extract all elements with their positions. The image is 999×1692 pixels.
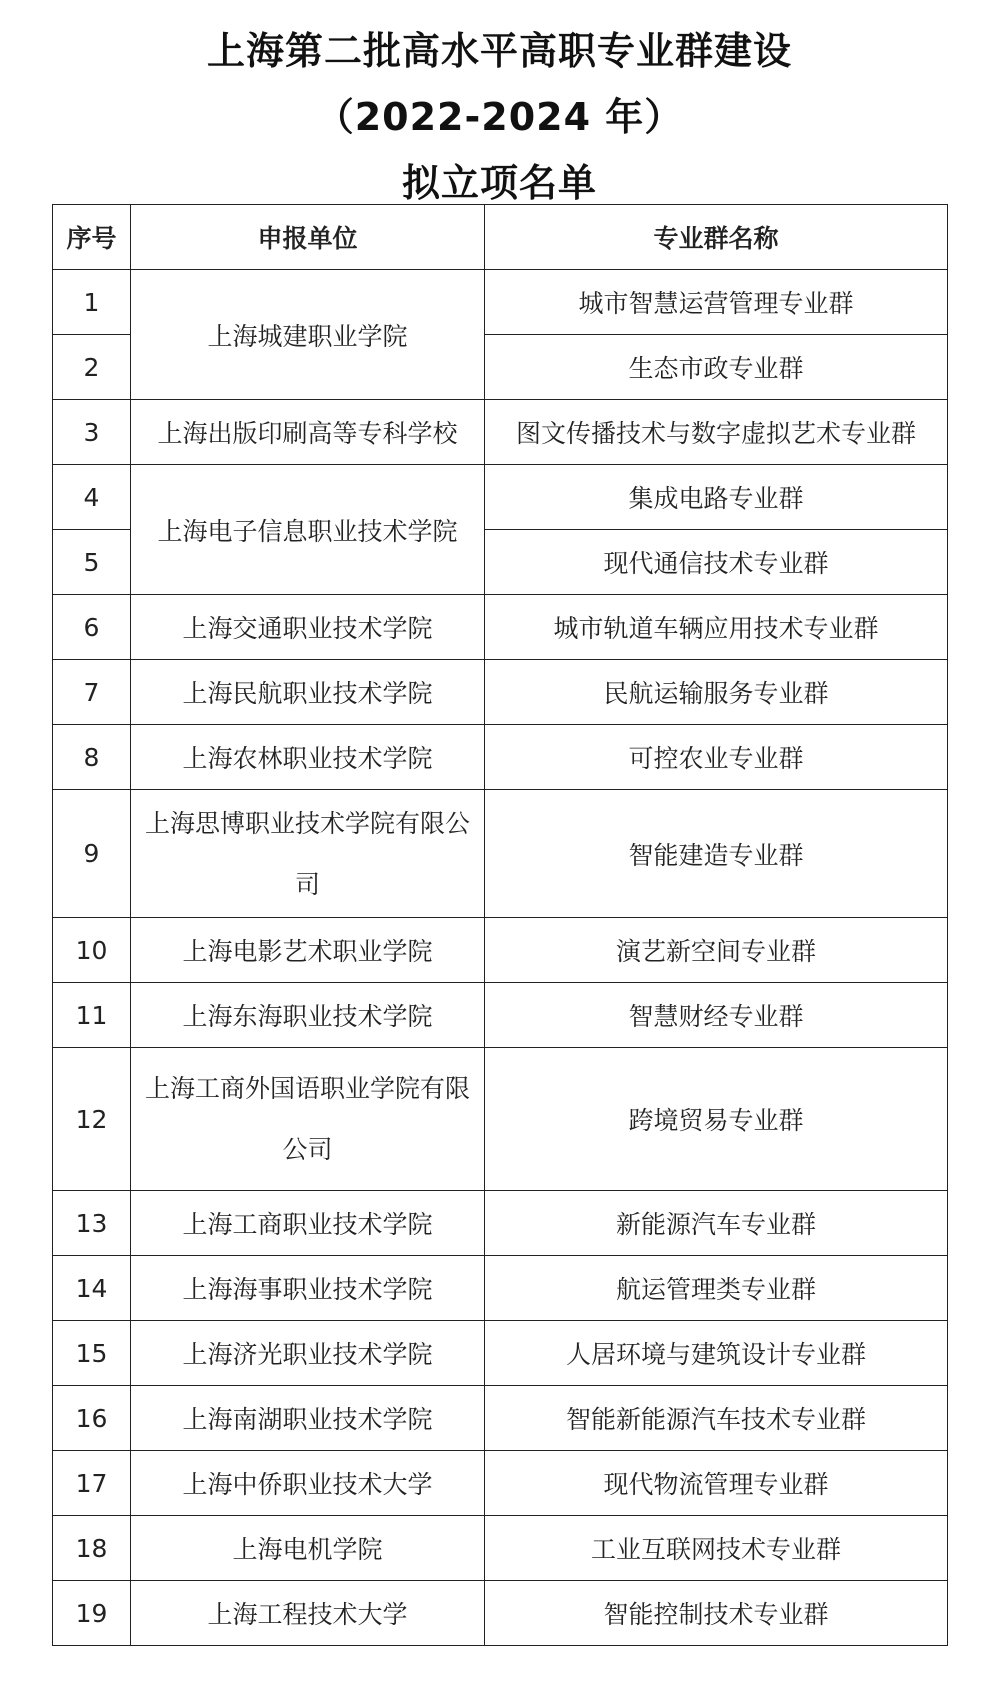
cell-seq: 11 (53, 983, 131, 1048)
cell-unit: 上海工商外国语职业学院有限公司 (131, 1048, 485, 1191)
cell-seq: 1 (53, 270, 131, 335)
table-row (53, 1321, 948, 1386)
cell-group: 集成电路专业群 (485, 465, 948, 530)
cell-group: 城市智慧运营管理专业群 (485, 270, 948, 335)
cell-group: 智慧财经专业群 (485, 983, 948, 1048)
cell-unit: 上海城建职业学院 (131, 270, 485, 400)
cell-unit: 上海出版印刷高等专科学校 (131, 400, 485, 465)
table-row (53, 1516, 948, 1581)
table-row (53, 270, 948, 335)
cell-unit: 上海工程技术大学 (131, 1581, 485, 1646)
cell-seq: 19 (53, 1581, 131, 1646)
cell-group: 人居环境与建筑设计专业群 (485, 1321, 948, 1386)
cell-unit: 上海交通职业技术学院 (131, 595, 485, 660)
cell-group: 现代物流管理专业群 (485, 1451, 948, 1516)
cell-seq: 4 (53, 465, 131, 530)
cell-group: 跨境贸易专业群 (485, 1048, 948, 1191)
cell-group: 工业互联网技术专业群 (485, 1516, 948, 1581)
cell-unit: 上海民航职业技术学院 (131, 660, 485, 725)
cell-unit: 上海南湖职业技术学院 (131, 1386, 485, 1451)
cell-group: 航运管理类专业群 (485, 1256, 948, 1321)
cell-unit: 上海济光职业技术学院 (131, 1321, 485, 1386)
cell-seq: 3 (53, 400, 131, 465)
cell-unit: 上海电影艺术职业学院 (131, 918, 485, 983)
cell-group: 民航运输服务专业群 (485, 660, 948, 725)
cell-seq: 6 (53, 595, 131, 660)
cell-unit: 上海电机学院 (131, 1516, 485, 1581)
cell-seq: 2 (53, 335, 131, 400)
table-row (53, 725, 948, 790)
cell-unit: 上海工商职业技术学院 (131, 1191, 485, 1256)
cell-seq: 17 (53, 1451, 131, 1516)
cell-unit: 上海中侨职业技术大学 (131, 1451, 485, 1516)
cell-seq: 12 (53, 1048, 131, 1191)
cell-group: 智能建造专业群 (485, 790, 948, 918)
table-row (53, 983, 948, 1048)
title-line-2: （2022-2024 年） (315, 95, 684, 139)
document-title (0, 18, 999, 216)
cell-unit: 上海海事职业技术学院 (131, 1256, 485, 1321)
table-row (53, 400, 948, 465)
table-row (53, 1256, 948, 1321)
cell-group: 演艺新空间专业群 (485, 918, 948, 983)
table-row (53, 1451, 948, 1516)
cell-seq: 15 (53, 1321, 131, 1386)
cell-group: 新能源汽车专业群 (485, 1191, 948, 1256)
table-row (53, 660, 948, 725)
cell-seq: 10 (53, 918, 131, 983)
table-header-row (53, 205, 948, 270)
cell-unit: 上海东海职业技术学院 (131, 983, 485, 1048)
table-row (53, 1048, 948, 1191)
cell-group: 现代通信技术专业群 (485, 530, 948, 595)
cell-seq: 18 (53, 1516, 131, 1581)
title-line-3: 拟立项名单 (401, 161, 597, 205)
header-seq: 序号 (53, 205, 131, 270)
title-line-1: 上海第二批高水平高职专业群建设 (206, 29, 792, 73)
cell-seq: 8 (53, 725, 131, 790)
cell-group: 智能控制技术专业群 (485, 1581, 948, 1646)
cell-group: 城市轨道车辆应用技术专业群 (485, 595, 948, 660)
cell-group: 生态市政专业群 (485, 335, 948, 400)
header-unit: 申报单位 (131, 205, 485, 270)
table-row (53, 1386, 948, 1451)
cell-group: 智能新能源汽车技术专业群 (485, 1386, 948, 1451)
table-row (53, 465, 948, 530)
cell-seq: 7 (53, 660, 131, 725)
cell-unit: 上海电子信息职业技术学院 (131, 465, 485, 595)
table-row (53, 1191, 948, 1256)
cell-seq: 5 (53, 530, 131, 595)
table-row (53, 918, 948, 983)
table-row (53, 595, 948, 660)
header-group: 专业群名称 (485, 205, 948, 270)
cell-unit: 上海农林职业技术学院 (131, 725, 485, 790)
table-row (53, 790, 948, 918)
cell-seq: 16 (53, 1386, 131, 1451)
project-list-table (52, 204, 948, 1646)
cell-seq: 14 (53, 1256, 131, 1321)
cell-group: 图文传播技术与数字虚拟艺术专业群 (485, 400, 948, 465)
cell-group: 可控农业专业群 (485, 725, 948, 790)
cell-seq: 13 (53, 1191, 131, 1256)
table-row (53, 1581, 948, 1646)
cell-seq: 9 (53, 790, 131, 918)
cell-unit: 上海思博职业技术学院有限公司 (131, 790, 485, 918)
